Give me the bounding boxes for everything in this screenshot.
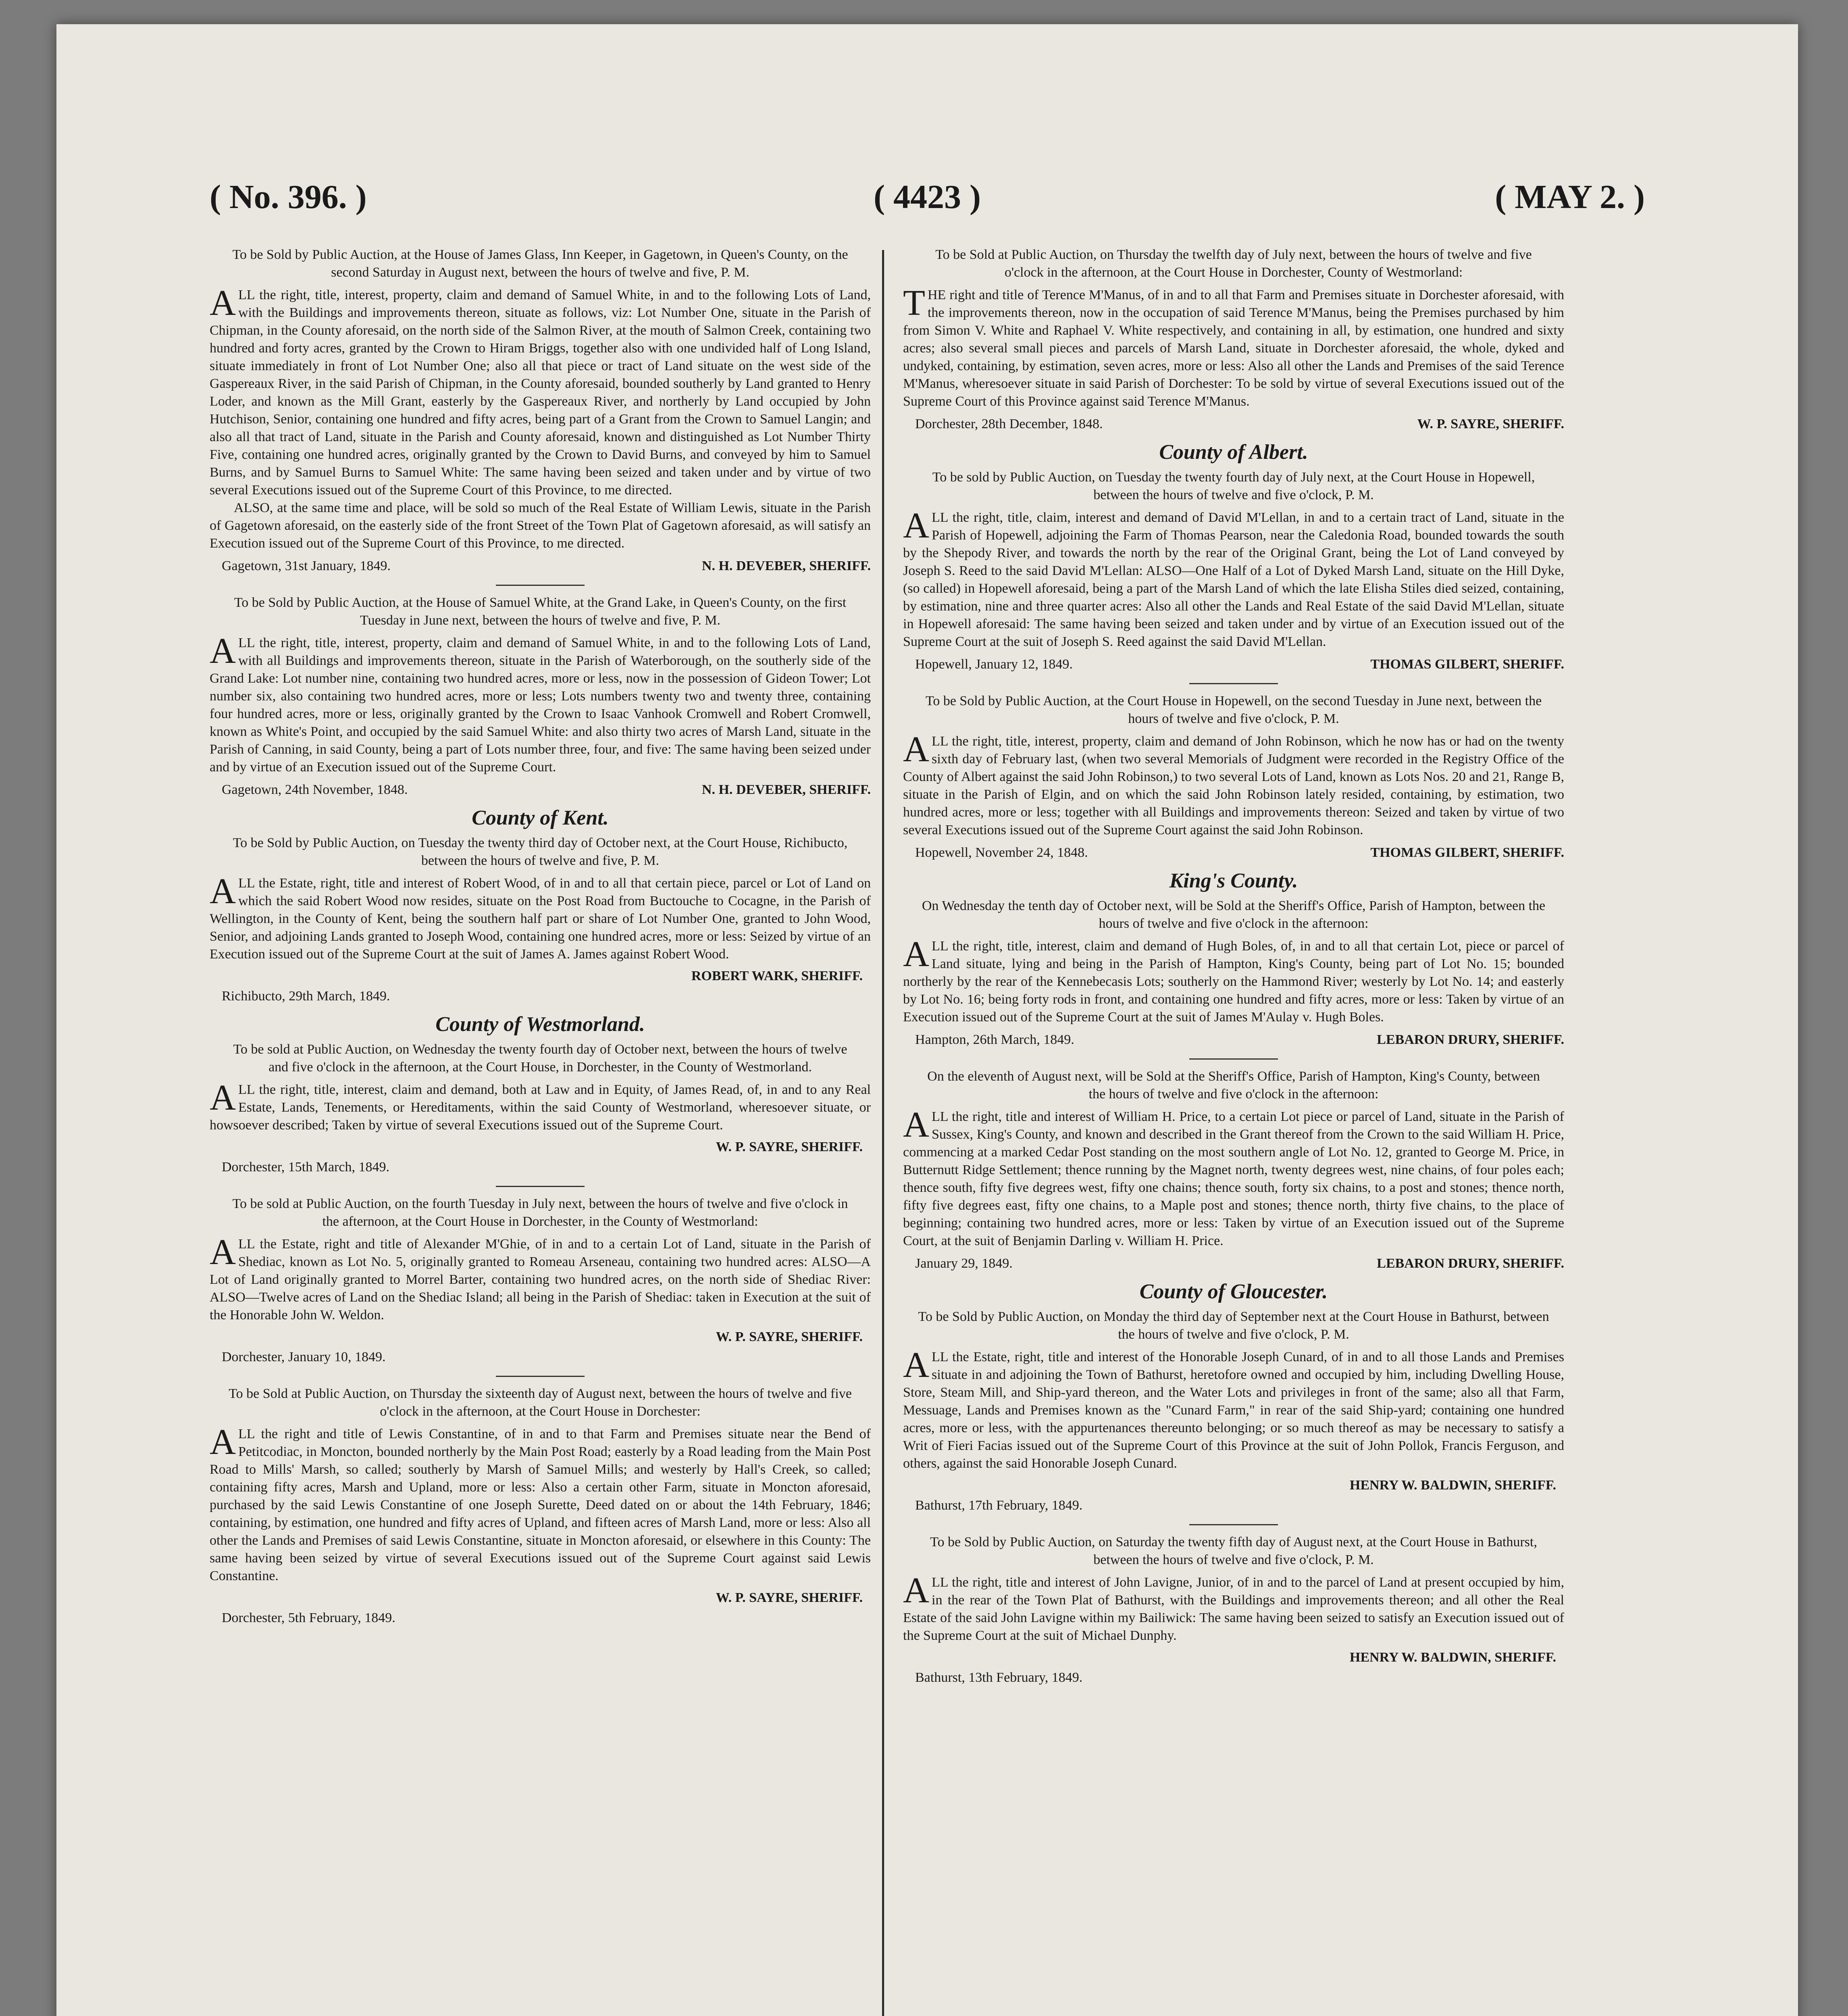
notice-body: ALL the right, title, interest, claim and demand of Hugh Boles, of, in and to all that certain Lot, piece or parcel of Land situate, lying and being in the Parish of Hampton, King's County, being part of Lot No. 15; bounded northerly by the rear of the Kennebecasis Lots; southerly on the Hammond River; westerly by Lot No. 14; and easterly by Lot No. 16; being forty rods in front, and containing one hundred and fifty acres, more or less: Taken by virtue of an Execution issued out of the Supreme Court at the suit of James M'Aulay v. Hugh Boles. — [903, 934, 1564, 1025]
notice-westmorland-1 — [210, 1041, 871, 1176]
notice-body: ALL the right, title and interest of John Lavigne, Junior, of in and to the parcel of Land at present occupied by him, in the rear of the Town Plat of Bathurst, with the Buildings and improvements thereon; and all other the Real Estate of the said John Lavigne within my Bailiwick: The same having been seized to satisfy an Execution issued out of the Supreme Court at the suit of Michael Dunphy. — [903, 1570, 1564, 1643]
issue-date: ( MAY 2. ) — [1495, 178, 1645, 216]
notice-body: ALL the Estate, right and title of Alexander M'Ghie, of in and to a certain Lot of Land, situate in the Parish of Shediac, known as Lot No. 5, originally granted to Romeau Arseneau, containing two hundred acres: ALSO—A Lot of Land originally granted to Morrel Barter, containing two hundred acres, on the north side of Shediac River: ALSO—Twelve acres of Land on the Shediac Island; all being in the Parish of Shediac: taken in Execution at the suit of the Honorable John W. Weldon. — [210, 1232, 871, 1322]
county-heading-kent: County of Kent. — [472, 806, 609, 829]
notice-signature — [903, 656, 1564, 673]
notice-signature — [903, 415, 1564, 433]
notice-place-date: Dorchester, 5th February, 1849. — [222, 1610, 395, 1625]
notice-body: ALL the right and title of Lewis Constantine, of in and to that Farm and Premises situate near the Bend of Petitcodiac, in Moncton, bounded northerly by the Main Post Road; easterly by a Road leading from the Main Post Road to Mills' Marsh, so called; southerly by Marsh of Samuel Mills; and westerly by Hall's Creek, so called; containing fifty acres, Marsh and Upland, more or less: Also a certain other Farm, situate in Moncton aforesaid, purchased by the said Lewis Constantine of one Joseph Surette, Deed dated on or about the 14th February, 1846; containing, by estimation, one hundred and fifty acres of Upland, and fifteen acres of Marsh Land, more or less: Also all other the Lands and Premises of said Lewis Constantine, situate in Moncton aforesaid, or elsewhere in this County: The same having been seized by virtue of several Executions issued out of the Supreme Court against said Lewis Constantine. — [210, 1422, 871, 1583]
notice-kent — [210, 834, 871, 1005]
notice-place-date: Dorchester, 15th March, 1849. — [222, 1160, 389, 1175]
notice-intro: To be Sold by Public Auction, at the House of Samuel White, at the Grand Lake, in Queen's County, on the first Tuesday in June next, between the hours of twelve and five, P. M. — [234, 595, 847, 628]
notice-body: ALL the Estate, right, title and interest of Robert Wood, of in and to all that certain piece, parcel or Lot of Land on which the said Robert Wood now resides, situate on the Post Road from Buctouche to Cocagne, in the Parish of Wellington, in the County of Kent, being the southern half part or share of Lot Number One, granted to John Wood, Senior, and adjoining Lands granted to Joseph Wood, containing one hundred acres, more or less: Seized by virtue of an Execution issued out of the Supreme Court at the suit of James A. James against Robert Wood. — [210, 871, 871, 962]
notice-intro: On the eleventh of August next, will be Sold at the Sheriff's Office, Parish of Hampton, King's County, between the hours of twelve and five o'clock in the afternoon: — [927, 1069, 1540, 1102]
notice-sheriff: THOMAS GILBERT, SHERIFF. — [1370, 845, 1564, 860]
notice-queens-1 — [210, 246, 871, 575]
notice-sheriff: W. P. SAYRE, SHERIFF. — [716, 1329, 863, 1344]
notice-intro: To be Sold at Public Auction, on Thursday the twelfth day of July next, between the hours of twelve and five o'clock in the afternoon, at the Court House in Dorchester, County of Westmorland: — [935, 247, 1532, 280]
notice-intro: To be sold at Public Auction, on Wednesday the twenty fourth day of October next, between the hours of twelve and five o'clock in the afternoon, at the Court House, in Dorchester, in the County of Westmorland. — [233, 1042, 847, 1075]
notice-place-date: Bathurst, 13th February, 1849. — [915, 1670, 1083, 1685]
notice-sheriff: W. P. SAYRE, SHERIFF. — [1417, 417, 1564, 431]
notice-signature — [903, 1255, 1564, 1272]
column-divider — [882, 250, 884, 2016]
left-column — [210, 246, 871, 1637]
notice-queens-2 — [210, 594, 871, 799]
notice-place-date: Gagetown, 24th November, 1848. — [222, 782, 408, 797]
notice-intro: To be sold at Public Auction, on the fourth Tuesday in July next, between the hours of twelve and five o'clock in the afternoon, at the Court House in Dorchester, in the County of Westmorland: — [232, 1196, 848, 1229]
notice-kings-2 — [903, 1068, 1564, 1272]
county-heading-gloucester: County of Gloucester. — [1139, 1280, 1328, 1303]
notice-intro: To be Sold at Public Auction, on Thursday the sixteenth day of August next, between the hours of twelve and five o'clock in the afternoon, at the Court House in Dorchester: — [229, 1386, 852, 1419]
notice-body: ALL the right, title, interest, property, claim and demand of Samuel White, in and to the following Lots of Land, with all Buildings and improvements thereon, situate in the Parish of Waterborough, on the southerly side of the Grand Lake: Lot number nine, containing two hundred acres, more or less, now in the possession of Gideon Tower; Lot number six, also containing two hundred acres, more or less; Lots numbers twenty two and twenty three, containing four hundred acres, more or less, originally granted by the Crown to Isaac Vanhook Cromwell and Robert Cromwell, known as White's Point, and occupied by the said Samuel White: and also thirty two acres of Marsh Land, situate in the Parish of Canning, in said County, being a part of Lots number three, four, and five: The same having been seized under and by virtue of an Execution issued out of the Supreme Court. — [210, 631, 871, 775]
notice-gloucester-1 — [903, 1308, 1564, 1514]
notice-intro: To be Sold by Public Auction, at the House of James Glass, Inn Keeper, in Gagetown, in Queen's County, on the second Saturday in August next, between the hours of twelve and five, P. M. — [232, 247, 848, 280]
notice-signature — [903, 844, 1564, 862]
notice-sheriff: THOMAS GILBERT, SHERIFF. — [1370, 657, 1564, 672]
notice-intro: To be Sold by Public Auction, on Saturday the twenty fifth day of August next, at the Court House in Bathurst, between the hours of twelve and five o'clock, P. M. — [930, 1535, 1537, 1567]
notice-sheriff: HENRY W. BALDWIN, SHERIFF. — [1349, 1478, 1556, 1493]
notice-albert-1 — [903, 469, 1564, 673]
notice-intro: To be Sold by Public Auction, at the Court House in Hopewell, on the second Tuesday in June next, between the hours of twelve and five o'clock, P. M. — [925, 694, 1542, 726]
county-heading-albert: County of Albert. — [1159, 441, 1308, 464]
notice-place-date: Richibucto, 29th March, 1849. — [222, 989, 390, 1004]
notice-body: ALL the Estate, right, title and interest of the Honorable Joseph Cunard, of in and to all those Lands and Premises situate in and adjoining the Town of Bathurst, heretofore owned and occupied by him, including Dwelling House, Store, Steam Mill, and Ship-yard thereon, and the Water Lots and privileges in front of the same; also all that Farm, Messuage, Lands and Premises known as the "Cunard Farm," in rear of the said Ship-yard; containing one hundred acres, more or less, with the appurtenances thereunto belonging; or so much thereof as may be necessary to satisfy a Writ of Fieri Facias issued out of the Supreme Court of this Province at the suit of John Pollok, Francis Ferguson, and others, against the said Honorable Joseph Cunard. — [903, 1345, 1564, 1471]
notice-sheriff: W. P. SAYRE, SHERIFF. — [716, 1139, 863, 1154]
notice-signature — [210, 781, 871, 799]
notice-body: ALL the right, title, interest, property, claim and demand of John Robinson, which he now has or had on the twenty sixth day of February last, (when two several Memorials of Judgment were recorded in the Registry Office of the County of Albert against the said John Robinson,) to two several Lots of Land, known as Lots Nos. 20 and 21, Range B, situate in the Parish of Elgin, and on which the said John Robinson lately resided, containing, by estimation, two hundred acres, more or less; together with all Buildings and improvements thereon: Seized and taken by virtue of two several Executions issued out of the Supreme Court against the said John Robinson. — [903, 729, 1564, 837]
notice-place-date: Gagetown, 31st January, 1849. — [222, 558, 391, 573]
county-heading-westmorland: County of Westmorland. — [435, 1013, 645, 1036]
notice-sheriff: N. H. DEVEBER, SHERIFF. — [701, 558, 871, 573]
notice-place-date: Hampton, 26th March, 1849. — [915, 1032, 1074, 1047]
notice-intro: To be sold by Public Auction, on Tuesday the twenty fourth day of July next, at the Court House in Hopewell, between the hours of twelve and five o'clock, P. M. — [932, 470, 1535, 502]
notice-kings-1 — [903, 897, 1564, 1049]
divider — [1189, 683, 1278, 684]
notice-signature — [903, 1031, 1564, 1049]
notice-westmorland-3 — [210, 1385, 871, 1627]
notice-intro: To be Sold by Public Auction, on Tuesday the twenty third day of October next, at the Court House, Richibucto, between the hours of twelve and five, P. M. — [233, 835, 848, 868]
notice-place-date: Dorchester, 28th December, 1848. — [915, 417, 1103, 431]
gazette-page — [56, 24, 1798, 2016]
notice-place-date: Dorchester, January 10, 1849. — [222, 1350, 386, 1364]
notice-body: THE right and title of Terence M'Manus, of in and to all that Farm and Premises situate in Dorchester aforesaid, with the improvements thereon, now in the occupation of said Terence M'Manus, being the Premises purchased by him from Simon V. White and Raphael V. White respectively, and containing in all, by estimation, one hundred and sixty acres; also several small pieces and parcels of Marsh Land, situate in Dorchester aforesaid, the whole, dyked and undyked, containing, by estimation, seven acres, more or less: Also all other the Lands and Premises of the said Terence M'Manus, wheresoever situate in said Parish of Dorchester: To be sold by virtue of several Executions issued out of the Supreme Court of this Province against said Terence M'Manus. — [903, 283, 1564, 409]
notice-body: ALL the right, title, interest, claim and demand, both at Law and in Equity, of James Read, of, in and to any Real Estate, Lands, Tenements, or Hereditaments, within the said County of Westmorland, wheresoever situate, or howsoever described; Taken by virtue of several Executions issued out of the Supreme Court. — [210, 1078, 871, 1133]
divider — [1189, 1058, 1278, 1060]
notice-albert-2 — [903, 692, 1564, 862]
notice-sheriff: LEBARON DRURY, SHERIFF. — [1377, 1256, 1564, 1271]
divider — [496, 1186, 585, 1187]
notice-sheriff: ROBERT WARK, SHERIFF. — [691, 968, 863, 983]
page-number: ( 4423 ) — [874, 178, 981, 216]
notice-place-date: Hopewell, November 24, 1848. — [915, 845, 1088, 860]
notice-body: ALL the right, title and interest of William H. Price, to a certain Lot piece or parcel of Land, situate in the Parish of Sussex, King's County, and known and described in the Grant thereof from the Crown to the said William H. Price, commencing at a marked Cedar Post standing on the most southern angle of Lot No. 12, granted to George M. Price, in Butternutt Ridge Settlement; thence running by the Magnet north, twenty degrees west, nine chains, of four poles each; thence south, fifty five degrees west, fifty one chains; thence south, forty six chains, to a post and stones; thence north, fifty five degrees east, fifty one chains, to a Maple post and stones; thence north, thirty five chains, to the place of beginning; containing two hundred acres, more or less: Taken by virtue of an Execution issued out of the Supreme Court, at the suit of Benjamin Darling v. William H. Price. — [903, 1105, 1564, 1248]
notice-signature — [210, 557, 871, 575]
notice-intro: On Wednesday the tenth day of October next, will be Sold at the Sheriff's Office, Parish of Hampton, between the hours of twelve and five o'clock in the afternoon: — [922, 898, 1546, 931]
notice-gloucester-2 — [903, 1533, 1564, 1687]
divider — [496, 585, 585, 586]
divider — [496, 1376, 585, 1377]
notice-westmorland-4 — [903, 246, 1564, 433]
notice-sheriff: N. H. DEVEBER, SHERIFF. — [701, 782, 871, 797]
issue-number: ( No. 396. ) — [210, 178, 367, 216]
divider — [1189, 1524, 1278, 1525]
notice-sheriff: HENRY W. BALDWIN, SHERIFF. — [1349, 1650, 1556, 1665]
notice-body-also: ALSO, at the same time and place, will be sold so much of the Real Estate of William Lewis, situate in the Parish of Gagetown aforesaid, on the easterly side of the front Street of the Town Plat of Gagetown aforesaid, as will satisfy an Execution issued out of the Supreme Court of this Province, to me directed. — [210, 500, 871, 551]
right-column — [903, 246, 1564, 1696]
notice-body: ALL the right, title, claim, interest and demand of David M'Lellan, in and to a certain tract of Land, situate in the Parish of Hopewell, adjoining the Farm of Thomas Pearson, near the Caledonia Road, bounded towards the south by the Shepody River, and towards the north by the rear of the Original Grant, being the Lot of Land conveyed by Joseph S. Reed to the said David M'Lellan: ALSO—One Half of a Lot of Dyked Marsh Land, situate on the Hill Dyke, (so called) in Hopewell aforesaid, being a part of the Marsh Land of which the late Elisha Stiles died seized, containing, by estimation, nine and three quarter acres: Also all other the Lands and Real Estate of the said David M'Lellan, situate in Hopewell aforesaid: The same having been seized and taken under and by virtue of an Execution issued out of the Supreme Court at the suit of Joseph S. Reed against the said David M'Lellan. — [903, 506, 1564, 649]
notice-place-date: Hopewell, January 12, 1849. — [915, 657, 1073, 672]
notice-place-date: Bathurst, 17th February, 1849. — [915, 1498, 1083, 1513]
page-header — [210, 177, 1645, 226]
notice-westmorland-2 — [210, 1195, 871, 1366]
county-heading-kings: King's County. — [1169, 869, 1298, 892]
notice-sheriff: W. P. SAYRE, SHERIFF. — [716, 1590, 863, 1605]
notice-body: ALL the right, title, interest, property, claim and demand of Samuel White, in and to the following Lots of Land, with the Buildings and improvements thereon, situate as follows, viz: Lot Number One, situate in the Parish of Chipman, in the County aforesaid, on the north side of the Salmon River, at the mouth of Salmon Creek, containing two hundred and forty acres, granted by the Crown to Hiram Briggs, together also with one undivided half of Long Island, situate immediately in front of Lot Number One; also all that piece or tract of Land situate on the west side of the Gaspereaux River, in the said Parish of Chipman, in the County aforesaid, bounded southerly by Land granted to Henry Loder, and known as the Mill Grant, easterly by the Gaspereaux River, and northerly by Land occupied by John Hutchison, Senior, containing one hundred and fifty acres, being part of a Grant from the Crown to Samuel Langin; and also all that tract of Land, situate in the Parish and County aforesaid, known and distinguished as Lot Number Thirty Five, containing one hundred acres, originally granted by the Crown to David Burns, and conveyed by him to Samuel Burns, and by Samuel Burns to Samuel White: The same having been seized and taken under and by virtue of two several Executions issued out of the Supreme Court of this Province, to me directed. — [210, 283, 871, 498]
notice-intro: To be Sold by Public Auction, on Monday the third day of September next at the Court House in Bathurst, between the hours of twelve and five o'clock, P. M. — [918, 1309, 1549, 1342]
notice-place-date: January 29, 1849. — [915, 1256, 1013, 1271]
notice-sheriff: LEBARON DRURY, SHERIFF. — [1377, 1032, 1564, 1047]
